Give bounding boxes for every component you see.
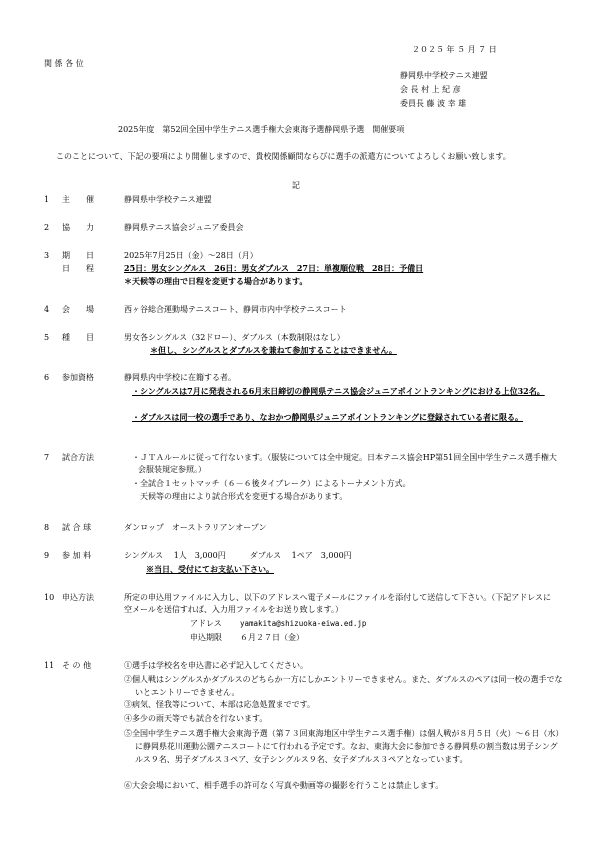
item-label: 申込方法 (62, 593, 94, 602)
item-label: そ の 他 (62, 661, 92, 670)
document-title: 2025年度 第52回全国中学生テニス選手権大会東海予選静岡県予選 開催要項 (118, 125, 405, 134)
eligibility-singles: ・シングルスは7月に発表される6月末日締切の静岡県テニス協会ジュニアポイントランキングにおける上位32名。 (132, 386, 545, 396)
schedule-note: ＊天候等の理由で日程を変更する場合があります。 (124, 276, 308, 286)
item-number: 1 (44, 195, 50, 204)
item-number: 6 (44, 373, 50, 382)
deadline-label: 申込期限 (190, 633, 222, 642)
sender-committee: 委員長 藤 波 幸 雄 (400, 99, 467, 108)
item-number: 2 (44, 223, 50, 232)
item-label: 協 力 (62, 223, 94, 232)
item-number: 7 (44, 453, 50, 462)
item-content: 静岡県内中学校に在籍する者。 (124, 373, 236, 382)
intro-paragraph: このことについて、下記の要項により開催しますので、貴校関係顧問ならびに選手の派遣方についてよろしくお願い致します。 (56, 152, 511, 161)
eligibility-doubles: ・ダブルスは同一校の選手であり、なおかつ静岡県ジュニアポイントランキングに登録されている者に限る。 (132, 412, 524, 422)
item-label: 種 目 (62, 333, 94, 342)
item-number: 5 (44, 333, 50, 342)
sender-org: 静岡県中学校テニス連盟 (400, 71, 488, 80)
note-4: ④多少の雨天等でも試合を行ないます。 (124, 714, 268, 723)
addressee: 関 係 各 位 (44, 59, 84, 68)
item-label: 期 日 (62, 251, 94, 260)
document-date: ２０２５ 年 ５ 月 ７ 日 (412, 45, 497, 54)
item-label: 試合方法 (62, 453, 94, 462)
format-tournament: ・全試合１セットマッチ（６－６後タイブレーク）によるトーナメント方式。 (132, 479, 411, 488)
events-note: ＊但し、シングルスとダブルスを兼ねて参加することはできません。 (150, 345, 397, 355)
item-label: 試 合 球 (62, 523, 92, 532)
item-label: 参加資格 (62, 373, 94, 382)
deadline-value: ６月２７日（金） (240, 633, 304, 642)
item-label: 主 催 (62, 195, 94, 204)
address-label: アドレス (190, 619, 222, 628)
item-content: 2025年7月25日（金）～28日（月） (124, 251, 258, 260)
sender-chair: 会 長 村 上 紀 彦 (400, 85, 461, 94)
ki-heading: 記 (292, 181, 300, 190)
item-content: シングルス 1人 3,000円 ダブルス 1ペア 3,000円 (124, 551, 352, 560)
item-number: 9 (44, 551, 50, 560)
format-rules: ・ＪＴＡルールに従って行ないます。（服装については全中規定。日本テニス協会HP第51回全国中学生テニス選手権大会服装規定参照。） (132, 453, 557, 474)
item-content: 静岡県テニス協会ジュニア委員会 (124, 223, 244, 232)
schedule-line: 25日：男女シングルス 26日：男女ダブルス 27日：単複順位戦 28日：予備日 (124, 263, 424, 273)
note-1: ①選手は学校名を申込書に必ず記入してください。 (124, 661, 308, 670)
item-content: 西ヶ谷総合運動場テニスコート、静岡市内中学校テニスコート (124, 305, 347, 314)
item-number: 8 (44, 523, 50, 532)
format-note: 天候等の理由により試合形式を変更する場合があります。 (132, 492, 348, 501)
item-number: 11 (44, 661, 55, 670)
item-content: 男女各シングルス（32ドロー）、ダブルス（本数制限はなし） (124, 333, 345, 342)
item-label-schedule: 日 程 (62, 264, 94, 273)
item-number: 3 (44, 251, 50, 260)
note-6: ⑥大会会場において、相手選手の許可なく写真や動画等の撮影を行うことは禁止します。 (124, 781, 444, 790)
item-label: 会 場 (62, 305, 94, 314)
item-number: 4 (44, 305, 50, 314)
item-content: 静岡県中学校テニス連盟 (124, 195, 212, 204)
application-instructions: 所定の申込用ファイルに入力し、以下のアドレスへ電子メールにファイルを添付して送信して下さい。（下記アドレスに空メールを送信すれば、入力用ファイルをお送り致します。） (124, 593, 552, 614)
note-2: ②個人戦はシングルスかダブルスのどちらか一方にしかエントリーできません。また、ダブルスのペアは同一校の選手でないとエントリーできません。 (124, 675, 563, 697)
note-5: ⑤全国中学生テニス選手権大会東海予選（第７３回東海地区中学生テニス選手権）は個人戦が８月５日（火）～６日（水）に静岡県花川運動公園テニスコートにて行われる予定です。なお、東海大会に参加できる静岡県の割当数は男子シングルス９名、男子ダブルス３ペア、女子シングルス９名、女子ダブルス３ペアとなっています。 (124, 729, 564, 764)
item-label: 参 加 料 (62, 551, 92, 560)
note-3: ③病気、怪我等について、本部は応急処置までです。 (124, 700, 316, 709)
item-content: ダンロップ オーストラリアンオープン (124, 523, 267, 532)
email-address[interactable]: yamakita@shizuoka-eiwa.ed.jp (240, 619, 367, 628)
fee-note: ※当日、受付にてお支払い下さい。 (146, 564, 274, 574)
item-number: 10 (44, 593, 55, 602)
